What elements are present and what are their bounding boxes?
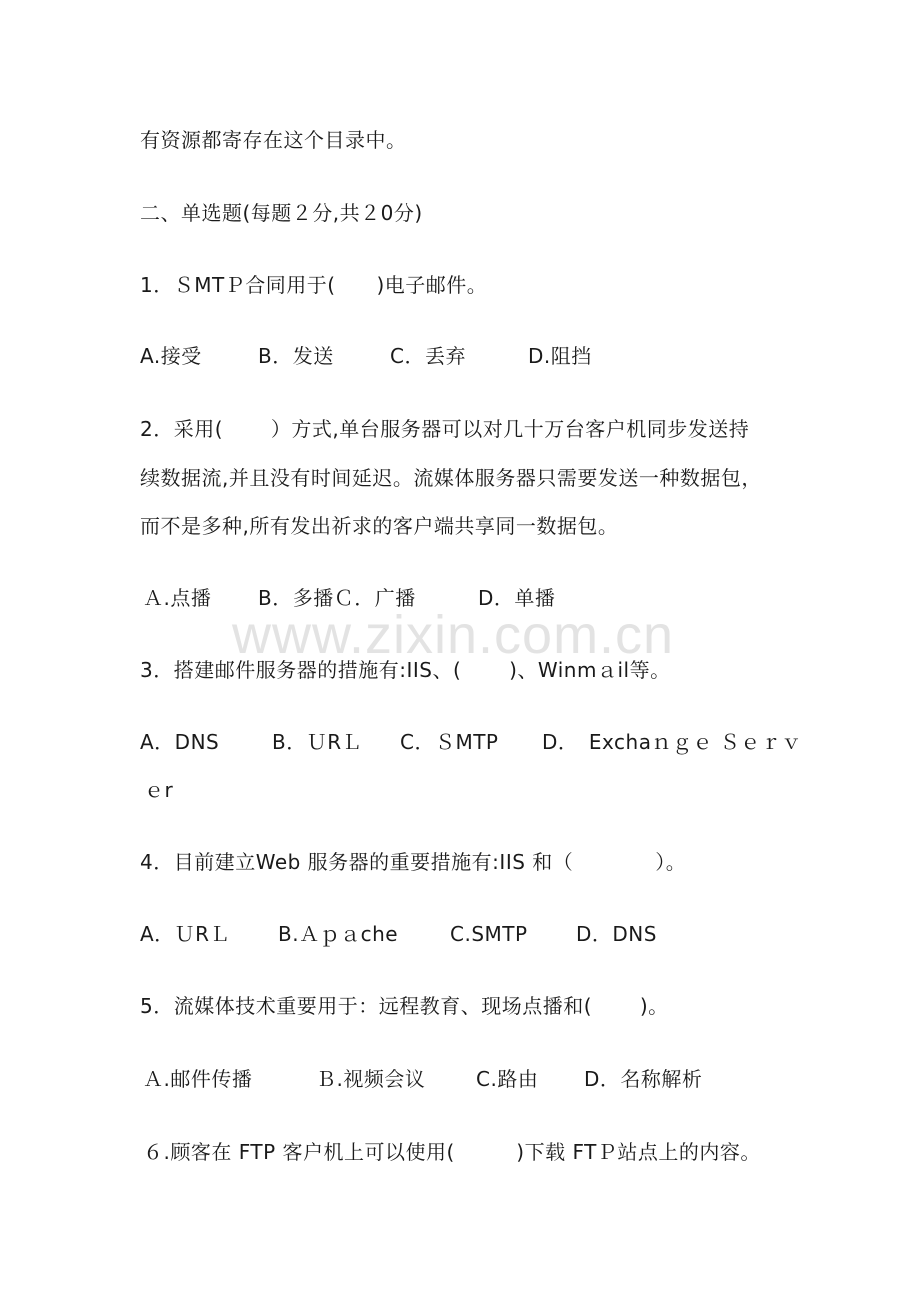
- q1-option-a: A.接受: [140, 344, 202, 368]
- q3-option-d: D． Exchaｎｇｅ Ｓｅｒｖ: [542, 730, 802, 754]
- q1-option-c: C．丢弃: [390, 344, 466, 368]
- question-2-line-1: 2．采用( ）方式,单台服务器可以对几十万台客户机同步发送持: [140, 417, 750, 441]
- q4-option-d: D．DNS: [576, 922, 657, 946]
- question-4: 4．目前建立Web 服务器的重要措施有:IIS 和（ ）。: [140, 850, 687, 874]
- watermark: www.zixin.com.cn: [232, 605, 675, 665]
- question-2-line-2: 续数据流,并且没有时间延迟。流媒体服务器只需要发送一种数据包，: [140, 466, 762, 490]
- question-2-line-3: 而不是多种,所有发出祈求的客户端共享同一数据包。: [140, 514, 619, 538]
- text-line-intro: 有资源都寄存在这个目录中。: [140, 128, 407, 152]
- q1-option-b: B．发送: [258, 344, 334, 368]
- q2-option-d: D．单播: [478, 586, 556, 610]
- q5-option-d: D．名称解析: [584, 1067, 703, 1091]
- q5-option-a: Ａ.邮件传播: [143, 1067, 253, 1091]
- q2-option-a: Ａ.点播: [143, 586, 212, 610]
- q4-option-a: A．ＵRＬ: [140, 922, 231, 946]
- q3-option-d-continued: ｅr: [144, 778, 174, 802]
- q2-option-b-c: B．多播Ｃ．广播: [258, 586, 416, 610]
- section-heading: 二、单选题(每题２分,共２0分): [140, 201, 423, 225]
- q4-option-b: B.Ａｐａche: [278, 922, 399, 946]
- q1-option-d: D.阻挡: [528, 344, 592, 368]
- question-3: 3．搭建邮件服务器的措施有:IIS、( )、Winmａil等。: [140, 658, 671, 682]
- question-5: 5．流媒体技术重要用于：远程教育、现场点播和( )。: [140, 994, 669, 1018]
- question-6: ６.顾客在 FTP 客户机上可以使用( )下载 FTＰ站点上的内容。: [143, 1140, 761, 1164]
- q3-option-b: B．ＵRＬ: [272, 730, 363, 754]
- q4-option-c: C.SMTP: [450, 922, 528, 946]
- question-1: 1．ＳMTＰ合同用于( )电子邮件。: [140, 273, 488, 297]
- q5-option-b: Ｂ.视频会议: [316, 1067, 426, 1091]
- q5-option-c: C.路由: [476, 1067, 539, 1091]
- q3-option-c: C．ＳMTP: [400, 730, 499, 754]
- q3-option-a: A．DNS: [140, 730, 220, 754]
